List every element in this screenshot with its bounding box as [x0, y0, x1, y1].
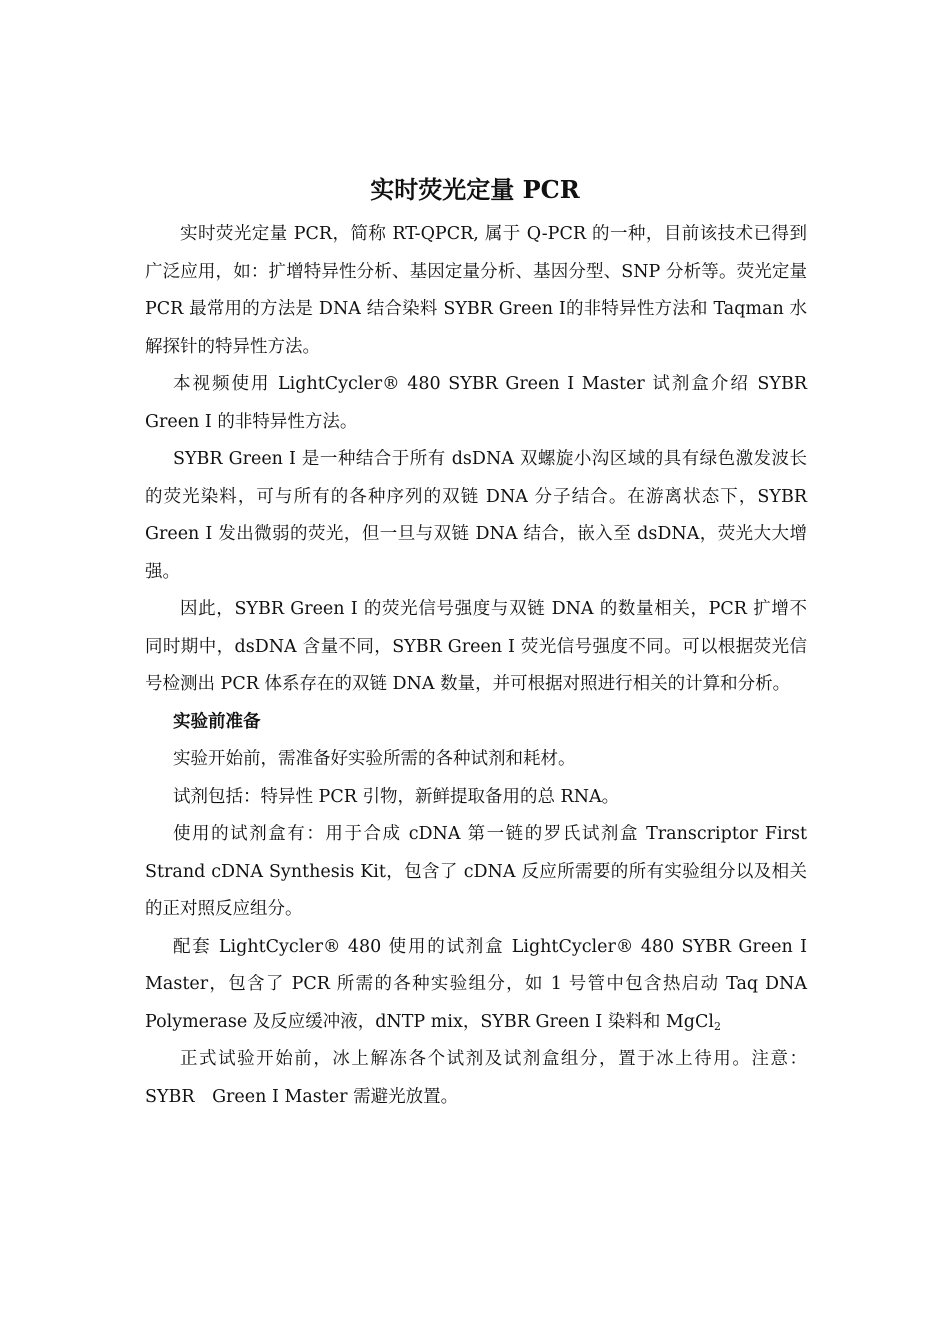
cdna-kit-paragraph: 使用的试剂盒有：用于合成 cDNA 第一链的罗氏试剂盒 Transcriptor First Strand cDNA Synthesis Kit，包含了 cDNA 反应所需要的所有实验组分以及相关的正对照反应组分。	[145, 824, 807, 919]
signal-intensity-paragraph: 因此，SYBR Green I 的荧光信号强度与双链 DNA 的数量相关，PCR 扩增不同时期中，dsDNA 含量不同，SYBR Green I 荧光信号强度不同。可以根据荧光信号检测出 PCR 体系存在的双链 DNA 数量，并可根据对照进行相关的计算和分析。	[145, 599, 807, 694]
pcr-kit-text: 配套 LightCycler® 480 使用的试剂盒 LightCycler® 480 SYBR Green I Master，包含了 PCR 所需的各种实验组分，如 1 号管中包含热启动 Taq DNA Polymerase 及反应缓冲液，dNTP mix，SYBR Green I 染料和 MgCl	[145, 936, 807, 1032]
prep-paragraph: 实验开始前，需准备好实验所需的各种试剂和耗材。	[173, 749, 576, 769]
mgcl2-subscript: 2	[714, 1019, 721, 1033]
intro-paragraph: 实时荧光定量 PCR，简称 RT-QPCR, 属于 Q-PCR 的一种，目前该技术已得到广泛应用，如：扩增特异性分析、基因定量分析、基因分型、SNP 分析等。荧光定量 PCR 最常用的方法是 DNA 结合染料 SYBR Green Ⅰ的非特异性方法和 Taqman 水解探针的特异性方法。	[145, 224, 807, 357]
document-body	[145, 216, 807, 1116]
sybr-description-paragraph: SYBR Green I 是一种结合于所有 dsDNA 双螺旋小沟区域的具有绿色激发波长的荧光染料，可与所有的各种序列的双链 DNA 分子结合。在游离状态下，SYBR Green I 发出微弱的荧光，但一旦与双链 DNA 结合，嵌入至 dsDNA，荧光大大增强。	[145, 449, 807, 582]
section-heading: 实验前准备	[173, 711, 261, 732]
document-title: 实时荧光定量 PCR	[370, 175, 580, 204]
video-intro-paragraph: 本视频使用 LightCycler® 480 SYBR Green I Master 试剂盒介绍 SYBR Green I 的非特异性方法。	[145, 374, 807, 432]
reagents-paragraph: 试剂包括：特异性 PCR 引物，新鲜提取备用的总 RNA。	[173, 786, 620, 807]
final-note-paragraph: 正式试验开始前，冰上解冻各个试剂及试剂盒组分，置于冰上待用。注意：SYBR Green I Master 需避光放置。	[145, 1049, 807, 1107]
pcr-kit-paragraph	[145, 929, 807, 1042]
